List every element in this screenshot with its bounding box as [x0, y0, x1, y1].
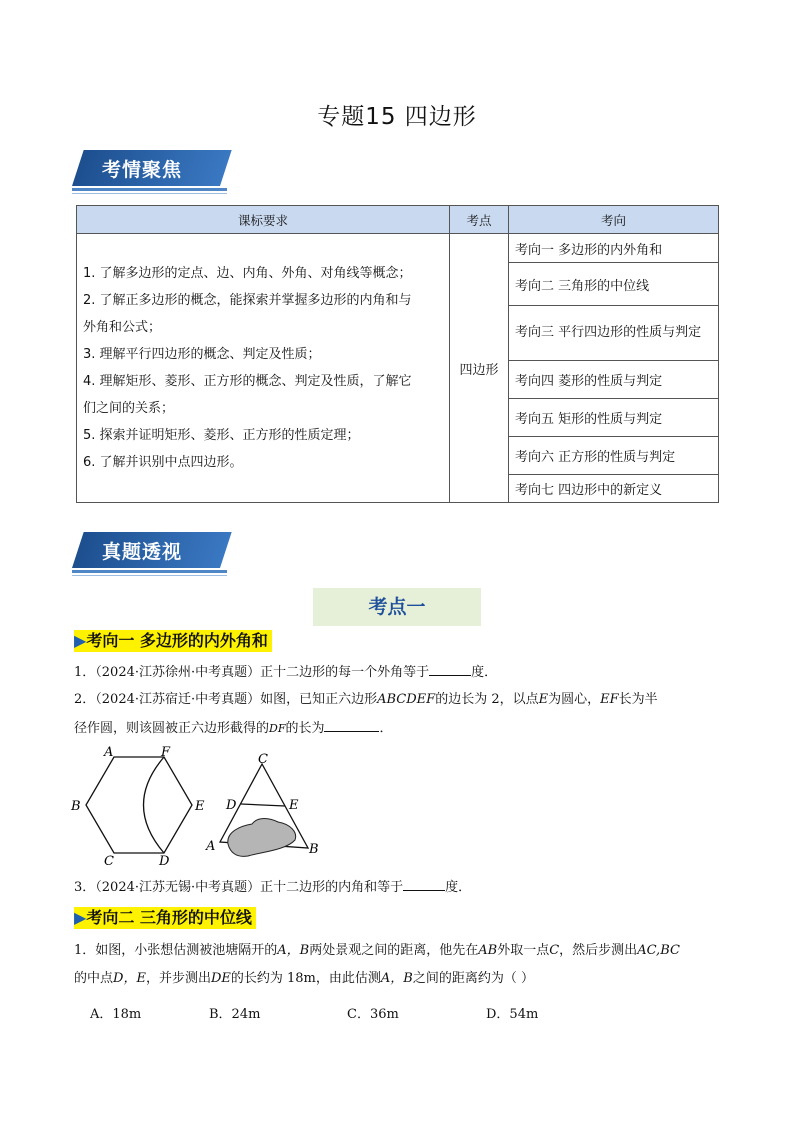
answer-blank	[403, 876, 445, 891]
question-text: ，然后步测出	[559, 943, 638, 958]
vertex-label-b: B	[309, 842, 319, 857]
direction-item: 考向七 四边形中的新定义	[509, 475, 719, 503]
vertex-label-c: C	[258, 752, 268, 767]
direction-heading-label: 考向二 三角形的中位线	[86, 908, 252, 927]
direction-item: 考向五 矩形的性质与判定	[509, 399, 719, 437]
math-text: AB	[478, 943, 498, 958]
question-text: 为圆心，	[548, 692, 601, 707]
math-text: ABCDEF	[377, 692, 436, 707]
pond-shape	[228, 819, 296, 857]
vertex-label-a: A	[206, 839, 216, 854]
section-banner-focus	[72, 150, 227, 194]
math-text: A，B	[380, 971, 413, 986]
question-text: 度．	[445, 880, 472, 895]
question-text: 2．（2024·江苏宿迁·中考真题）如图，已知正六边形	[74, 692, 378, 707]
requirements-table	[76, 205, 719, 503]
question-text: 两处景观之间的距离，他先在	[309, 943, 479, 958]
requirement-line: 3. 理解平行四边形的概念、判定及性质；	[83, 347, 321, 362]
question-text: 外取一点	[497, 943, 550, 958]
triangle-pond-figure	[200, 752, 325, 860]
vertex-label-e: E	[289, 798, 299, 813]
arc-label: DF	[269, 722, 286, 735]
question-1	[74, 661, 497, 684]
requirement-line: 4. 理解矩形、菱形、正方形的概念、判定及性质，了解它	[83, 374, 412, 389]
exam-point-heading: 考点一	[313, 588, 481, 626]
direction-heading-1: ▶考向一 多边形的内外角和	[74, 630, 272, 652]
vertex-label-f: F	[161, 745, 171, 760]
requirement-line: 6. 了解并识别中点四边形。	[83, 455, 243, 470]
point-cell: 四边形	[450, 234, 509, 503]
section-banner-exams	[72, 532, 227, 576]
vertex-label-d: D	[226, 798, 237, 813]
answer-blank	[324, 717, 379, 732]
question-2-1	[74, 940, 734, 990]
banner-label: 真题透视	[102, 541, 183, 563]
question-text: ．	[379, 721, 393, 736]
math-text: EF	[600, 692, 619, 707]
question-text: 度．	[471, 665, 498, 680]
vertex-label-e: E	[195, 799, 205, 814]
requirement-line: 2. 了解正多边形的概念，能探索并掌握多边形的内角和与	[83, 293, 412, 308]
requirements-cell	[77, 234, 450, 503]
question-text: 的长约为 18m，由此估测	[230, 971, 381, 986]
header-point: 考点	[450, 206, 509, 234]
vertex-label-c: C	[104, 854, 114, 867]
direction-item: 考向三 平行四边形的性质与判定	[509, 306, 719, 361]
header-requirements: 课标要求	[77, 206, 450, 234]
question-2	[74, 689, 724, 740]
question-text: 径作圆，则该圆被正六边形截得的	[74, 721, 270, 736]
page-title: 专题15 四边形	[317, 104, 477, 130]
direction-item: 考向一 多边形的内外角和	[509, 234, 719, 263]
option-c[interactable]: C．36m	[347, 1007, 399, 1022]
question-text: ，并步测出	[145, 971, 211, 986]
banner-label: 考情聚焦	[102, 159, 183, 181]
arc-shape	[144, 757, 165, 853]
direction-heading-label: 考向一 多边形的内外角和	[86, 631, 268, 650]
question-text: 的长为	[285, 721, 325, 736]
question-text: 的边长为 2，以点	[435, 692, 539, 707]
requirement-line: 1. 了解多边形的定点、边、内角、外角、对角线等概念；	[83, 266, 412, 281]
option-b[interactable]: B．24m	[209, 1007, 261, 1022]
requirement-line: 外角和公式；	[83, 320, 162, 335]
requirement-line: 们之间的关系；	[83, 401, 175, 416]
option-a[interactable]: A．18m	[90, 1007, 142, 1022]
direction-item: 考向四 菱形的性质与判定	[509, 361, 719, 399]
vertex-label-b: B	[71, 799, 81, 814]
question-text: 的中点	[74, 971, 114, 986]
math-text: C	[549, 943, 560, 958]
vertex-label-d: D	[159, 854, 170, 867]
question-text: 1．（2024·江苏徐州·中考真题）正十二边形的每一个外角等于	[74, 665, 430, 680]
option-d[interactable]: D．54m	[486, 1007, 539, 1022]
math-text: DE	[210, 971, 231, 986]
requirement-line: 5. 探索并证明矩形、菱形、正方形的性质定理；	[83, 428, 360, 443]
question-3	[74, 876, 471, 899]
vertex-label-a: A	[104, 745, 114, 760]
header-direction: 考向	[509, 206, 719, 234]
question-text: 长为半	[618, 692, 658, 707]
midline-de	[241, 804, 285, 806]
question-text: 1．如图，小张想估测被池塘隔开的	[74, 943, 278, 958]
question-text: 3．（2024·江苏无锡·中考真题）正十二边形的内角和等于	[74, 880, 404, 895]
direction-item: 考向二 三角形的中位线	[509, 263, 719, 306]
math-text: A，B	[277, 943, 310, 958]
math-text: AC,BC	[637, 943, 680, 958]
math-text: E	[538, 692, 549, 707]
hexagon-shape	[86, 757, 192, 853]
answer-blank	[429, 661, 471, 676]
hexagon-figure	[68, 745, 218, 867]
question-text: 之间的距离约为（ ）	[412, 971, 534, 986]
direction-heading-2: ▶考向二 三角形的中位线	[74, 907, 256, 929]
math-text: D，E	[113, 971, 146, 986]
direction-item: 考向六 正方形的性质与判定	[509, 437, 719, 475]
